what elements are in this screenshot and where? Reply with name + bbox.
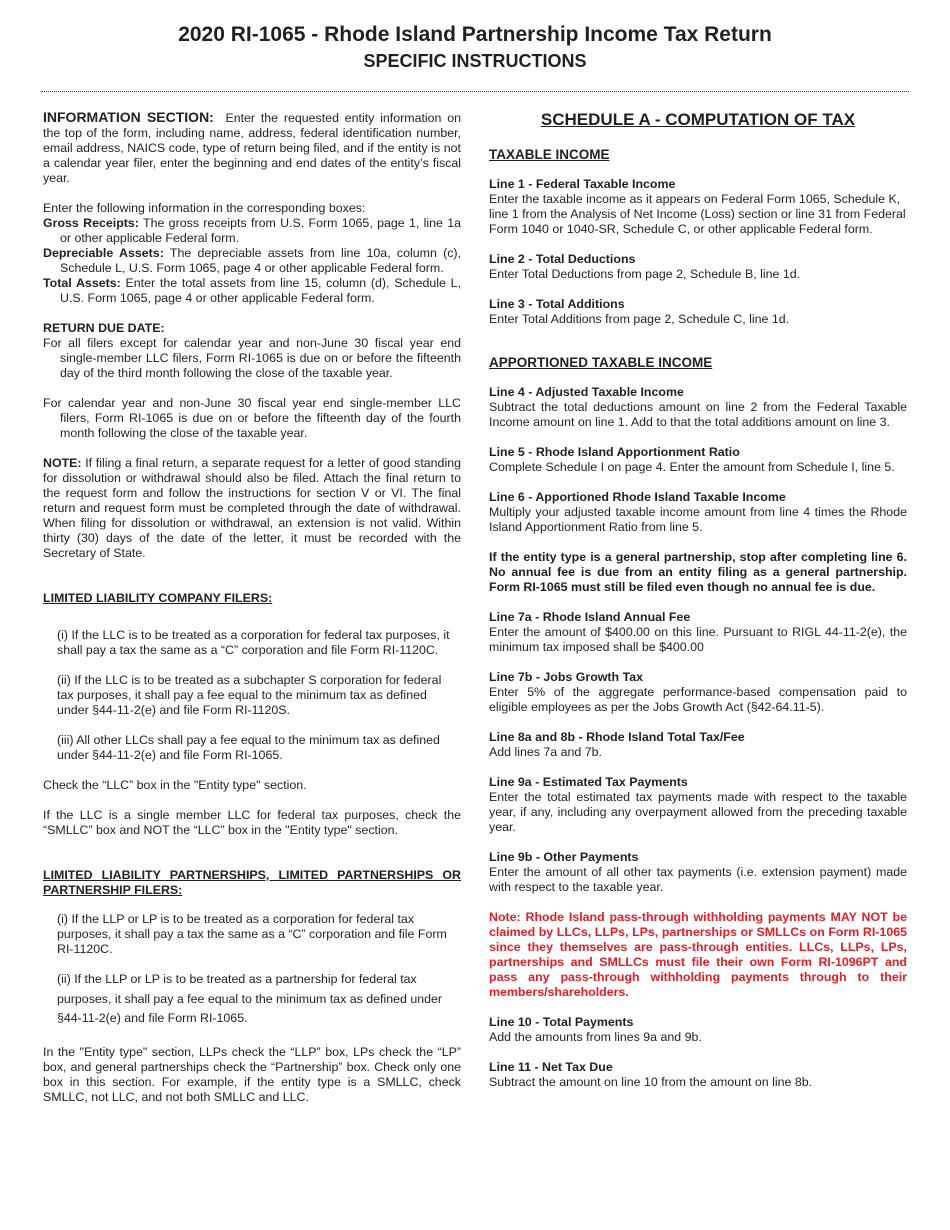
llc-item-iii: (iii) All other LLCs shall pay a fee equal to the minimum tax as defined under §44-11-2(e) and file Form RI-1065. [57,733,440,762]
line-7b-title: Line 7b - Jobs Growth Tax [489,670,643,684]
line-2-title: Line 2 - Total Deductions [489,252,636,266]
page-subtitle: SPECIFIC INSTRUCTIONS [363,51,587,71]
total-assets-text: Enter the total assets from line 15, column (d), Schedule L, U.S. Form 1065, page 4 or other applicable Federal form. [60,276,461,305]
apportioned-income-heading: APPORTIONED TAXABLE INCOME [489,355,713,370]
pass-through-withholding-note: Note: Rhode Island pass-through withholding payments MAY NOT be claimed by LLCs, LLPs, LPs, partnerships or SMLLCs on Form RI-1065 since they themselves are pass-through entities. LLCs, LLPs, LPs, partnerships and SMLLCs must file their own Form RI-1096PT and pass any pass-through withholding payments through to their members/shareholders. [489,910,907,999]
line-11-title: Line 11 - Net Tax Due [489,1060,613,1074]
line-4-title: Line 4 - Adjusted Taxable Income [489,385,684,399]
llc-item-ii: (ii) If the LLC is to be treated as a subchapter S corporation for federal tax purposes, it shall pay a fee equal to the minimum tax as defined under §44-11-2(e) and file Form RI-1120S. [57,673,442,717]
boxes-intro: Enter the following information in the corresponding boxes: [43,201,366,215]
line-1-text: Enter the taxable income as it appears on Federal Form 1065, Schedule K, line 1 from the Analysis of Net Income (Loss) section or line 31 from Federal Form 1040 or 1040-SR, Schedule C, or other applicable Federal form. [489,192,906,236]
left-column [43,110,461,1105]
line-10-title: Line 10 - Total Payments [489,1015,634,1029]
line-6-title: Line 6 - Apportioned Rhode Island Taxable Income [489,490,786,504]
information-heading: INFORMATION SECTION: [43,109,214,125]
page-title: 2020 RI-1065 - Rhode Island Partnership Income Tax Return [178,23,772,46]
smllc-text: If the LLC is a single member LLC for federal tax purposes, check the “SMLLC” box and NOT the “LLC” box in the "Entity type" section. [43,808,461,837]
return-due-paragraph-1: For all filers except for calendar year and non-June 30 fiscal year end single-member LLC filers, Form RI-1065 is due on or before the fifteenth day of the third month following the close of the taxable year. [43,336,461,380]
schedule-a-title: SCHEDULE A - COMPUTATION OF TAX [540,110,856,129]
depreciable-assets-label: Depreciable Assets: [43,246,164,260]
total-assets-item [43,276,461,306]
llc-item-i: (i) If the LLC is to be treated as a corporation for federal tax purposes, it shall pay a tax the same as a “C” corporation and file Form RI-1120C. [57,628,450,657]
depreciable-assets-text: The depreciable assets from line 10a, column (c), Schedule L, U.S. Form 1065, page 4 or other applicable Federal form. [60,246,462,275]
gross-receipts-text: The gross receipts from U.S. Form 1065, page 1, line 1a or other applicable Federal form. [60,216,462,245]
taxable-income-heading: TAXABLE INCOME [489,147,610,162]
gross-receipts-item [43,216,461,246]
right-column [489,110,907,1090]
llp-filers-heading: LIMITED LIABILITY PARTNERSHIPS, LIMITED PARTNERSHIPS OR PARTNERSHIP FILERS: [43,868,461,897]
return-due-heading: RETURN DUE DATE: [43,321,165,335]
information-section [43,110,461,186]
line-1-title: Line 1 - Federal Taxable Income [489,177,676,191]
depreciable-assets-item [43,246,461,276]
line-9a-text: Enter the total estimated tax payments made with respect to the taxable year, if any, including any overpayment allowed from the preceding taxable year. [489,790,907,834]
line-2-text: Enter Total Deductions from page 2, Schedule B, line 1d. [489,267,801,281]
line-8-text: Add lines 7a and 7b. [489,745,602,759]
total-assets-label: Total Assets: [43,276,121,290]
gross-receipts-label: Gross Receipts: [43,216,139,230]
line-3-title: Line 3 - Total Additions [489,297,625,311]
line-10-text: Add the amounts from lines 9a and 9b. [489,1030,702,1044]
line-7a-title: Line 7a - Rhode Island Annual Fee [489,610,691,624]
line-8-title: Line 8a and 8b - Rhode Island Total Tax/Fee [489,730,745,744]
dotted-divider [41,91,909,92]
line-11-text: Subtract the amount on line 10 from the amount on line 8b. [489,1075,813,1089]
line-5-title: Line 5 - Rhode Island Apportionment Ratio [489,445,740,459]
return-due-paragraph-2: For calendar year and non-June 30 fiscal year end single-member LLC filers, Form RI-1065 is due on or before the fifteenth day of the fourth month following the close of the taxable year. [43,396,461,440]
general-partnership-note: If the entity type is a general partnership, stop after completing line 6. No annual fee is due from an entity filing as a general partnership. Form RI-1065 must still be filed even though no annual fee is due. [489,550,907,594]
llp-item-ii: (ii) If the LLP or LP is to be treated as a partnership for federal tax purposes, it shall pay a fee equal to the minimum tax as defined under §44-11-2(e) and file Form RI-1065. [57,972,443,1025]
line-7a-text: Enter the amount of $400.00 on this line. Pursuant to RIGL 44-11-2(e), the minimum tax imposed shall be $400.00 [489,625,907,654]
llp-item-i: (i) If the LLP or LP is to be treated as a corporation for federal tax purposes, it shall pay a tax the same as a “C” corporation and file Form RI-1120C. [57,912,447,956]
entity-type-text: In the "Entity type" section, LLPs check the “LLP” box, LPs check the “LP” box, and general partnerships check the “Partnership” box. Check only one box in this section. For example, if the entity type is a SMLLC, check SMLLC, not LLC, and not both SMLLC and LLC. [43,1044,461,1104]
llc-filers-heading: LIMITED LIABILITY COMPANY FILERS: [43,591,273,605]
line-4-text: Subtract the total deductions amount on line 2 from the Federal Taxable Income amount on line 1. Add to that the total additions amount on line 3. [489,400,907,429]
line-7b-text: Enter 5% of the aggregate performance-based compensation paid to eligible employees as per the Jobs Growth Act (§42-64.11-5). [489,685,907,714]
line-6-text: Multiply your adjusted taxable income amount from line 4 times the Rhode Island Apportionment Ratio from line 5. [489,505,907,534]
llc-check-text: Check the “LLC” box in the "Entity type" section. [43,778,307,792]
information-text: Enter the requested entity information on the top of the form, including name, address, federal identification number, email address, NAICS code, type of return being filed, and if the entity is not a calendar year filer, enter the beginning and end dates of the entity’s fiscal year. [43,111,462,185]
final-return-note [43,456,461,561]
line-3-text: Enter Total Additions from page 2, Schedule C, line 1d. [489,312,790,326]
line-9b-title: Line 9b - Other Payments [489,850,639,864]
line-9b-text: Enter the amount of all other tax payments (i.e. extension payment) made with respect to the taxable year. [489,865,907,894]
note-label: NOTE: [43,456,82,470]
line-9a-title: Line 9a - Estimated Tax Payments [489,775,688,789]
note-text: If filing a final return, a separate request for a letter of good standing for dissolution or withdrawal should also be filed. Attach the final return to the request form and follow the instructions for section V or VI. The final return and request form must be completed through the date of withdrawal. When filing for dissolution or withdrawal, an extension is not valid. Within thirty (30) days of the date of the letter, it must be recorded with the Secretary of State. [43,456,461,560]
line-5-text: Complete Schedule I on page 4. Enter the amount from Schedule I, line 5. [489,460,895,474]
